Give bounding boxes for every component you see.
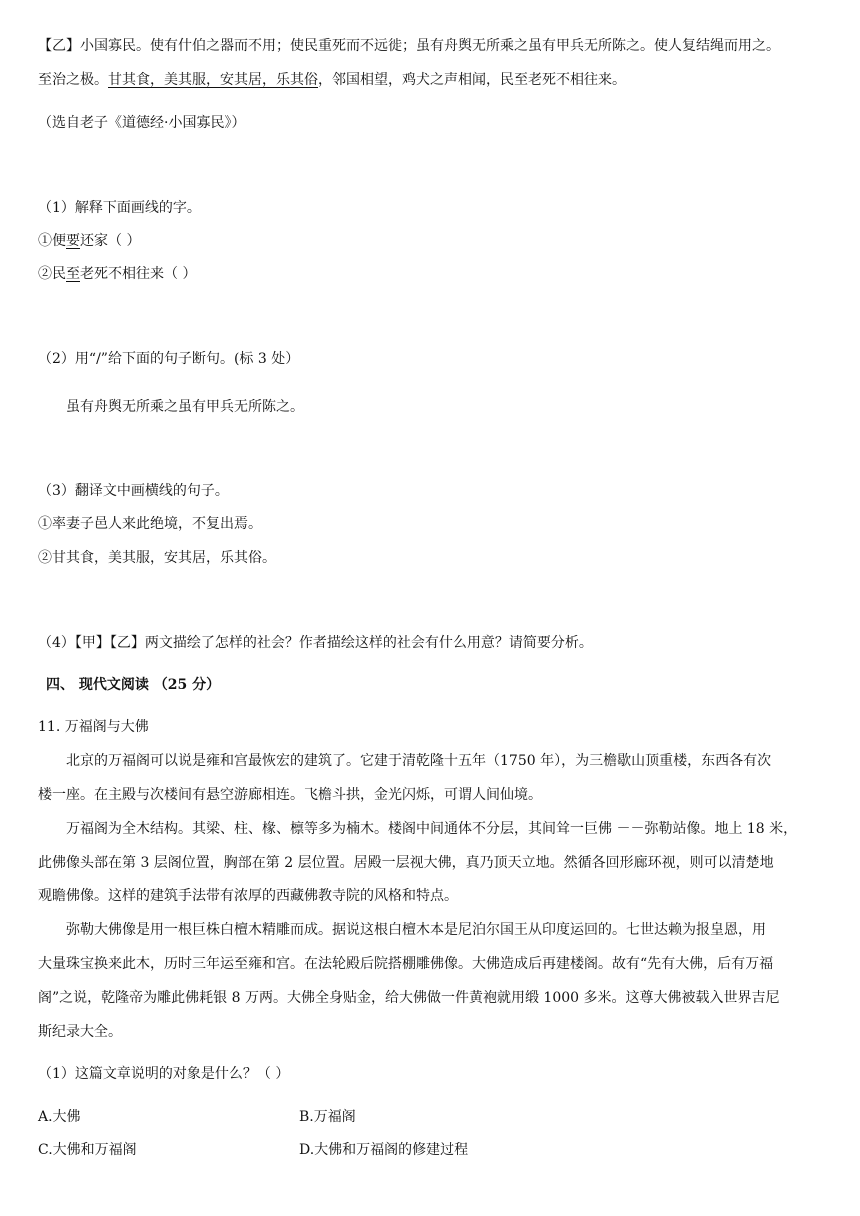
passage-p2-line-1: 万福阁为全木结构。其梁、柱、椽、檩等多为楠木。楼阁中间通体不分层，其间耸一巨佛 －－弥勒站像。地上 18 米， (66, 821, 798, 837)
passage-p3-line-4: 斯纪录大全。 (38, 1024, 122, 1040)
yi-line-2 (38, 70, 626, 90)
q3-item-a: ①率妻子邑人来此绝境，不复出焉。 (38, 516, 262, 532)
mc-option-a[interactable]: A.大佛 (38, 1109, 81, 1125)
passage-p2-line-3: 观瞻佛像。这样的建筑手法带有浓厚的西藏佛教寺院的风格和特点。 (38, 888, 458, 904)
passage-p1-line-2: 楼一座。在主殿与次楼间有悬空游廊相连。飞檐斗拱，金光闪烁，可谓人间仙境。 (38, 787, 542, 803)
passage-p1-line-1: 北京的万福阁可以说是雍和宫最恢宏的建筑了。它建于清乾隆十五年（1750 年），为三檐歇山顶重楼，东西各有次 (66, 753, 772, 769)
q1-b-underlined: 至 (66, 266, 80, 282)
q2-sentence: 虽有舟舆无所乘之虽有甲兵无所陈之。 (66, 399, 304, 415)
passage-p2-line-2: 此佛像头部在第 3 层阁位置，胸部在第 2 层位置。居殿一层视大佛，真乃顶天立地。然循各回形廊环视，则可以清楚地 (38, 855, 774, 871)
q2-stem: （2）用“/”给下面的句子断句。(标 3 处） (38, 351, 300, 367)
passage-p3-line-2: 大量珠宝换来此木，历时三年运至雍和宫。在法轮殿后院搭棚雕佛像。大佛造成后再建楼阁。故有“先有大佛，后有万福 (38, 956, 774, 972)
mc-stem: （1）这篇文章说明的对象是什么？（ ） (38, 1066, 290, 1082)
passage-p3-line-1: 弥勒大佛像是用一根巨株白檀木精雕而成。据说这根白檀木本是尼泊尔国王从印度运回的。七世达赖为报皇恩，用 (66, 922, 766, 938)
yi-underlined-sentence: 甘其食，美其服，安其居，乐其俗 (108, 72, 318, 88)
q1-b-post: 老死不相往来（ ） (80, 266, 197, 282)
q1-item-b (38, 264, 196, 284)
mc-option-b[interactable]: B.万福阁 (299, 1109, 356, 1125)
q1-stem: （1）解释下面画线的字。 (38, 200, 201, 216)
q3-item-b: ②甘其食，美其服，安其居，乐其俗。 (38, 550, 276, 566)
q1-b-pre: ②民 (38, 266, 66, 282)
q1-item-a (38, 231, 140, 251)
mc-option-c[interactable]: C.大佛和万福阁 (38, 1142, 137, 1158)
q1-a-post: 还家（ ） (80, 233, 141, 249)
passage-p3-line-3: 阁”之说，乾隆帝为雕此佛耗银 8 万两。大佛全身贴金，给大佛做一件黄袍就用缎 1000 多米。这尊大佛被载入世界吉尼 (38, 990, 780, 1006)
mc-option-d[interactable]: D.大佛和万福阁的修建过程 (299, 1142, 469, 1158)
passage-title: 11. 万福阁与大佛 (38, 719, 149, 735)
q1-a-pre: ①便 (38, 233, 66, 249)
yi-line-1: 【乙】小国寡民。使有什伯之器而不用；使民重死而不远徙；虽有舟舆无所乘之虽有甲兵无所陈之。使人复结绳而用之。 (38, 38, 780, 54)
q1-a-underlined: 要 (66, 233, 80, 249)
q3-stem: （3）翻译文中画横线的句子。 (38, 483, 229, 499)
yi-line-2-end: ，邻国相望，鸡犬之声相闻，民至老死不相往来。 (318, 72, 626, 88)
q4-stem: （4）【甲】【乙】两文描绘了怎样的社会？作者描绘这样的社会有什么用意？请简要分析。 (38, 635, 593, 651)
yi-line-2-start: 至治之极。 (38, 72, 108, 88)
yi-source: （选自老子《道德经·小国寡民》） (38, 115, 246, 131)
section-heading: 四、 现代文阅读 （25 分） (46, 677, 221, 693)
